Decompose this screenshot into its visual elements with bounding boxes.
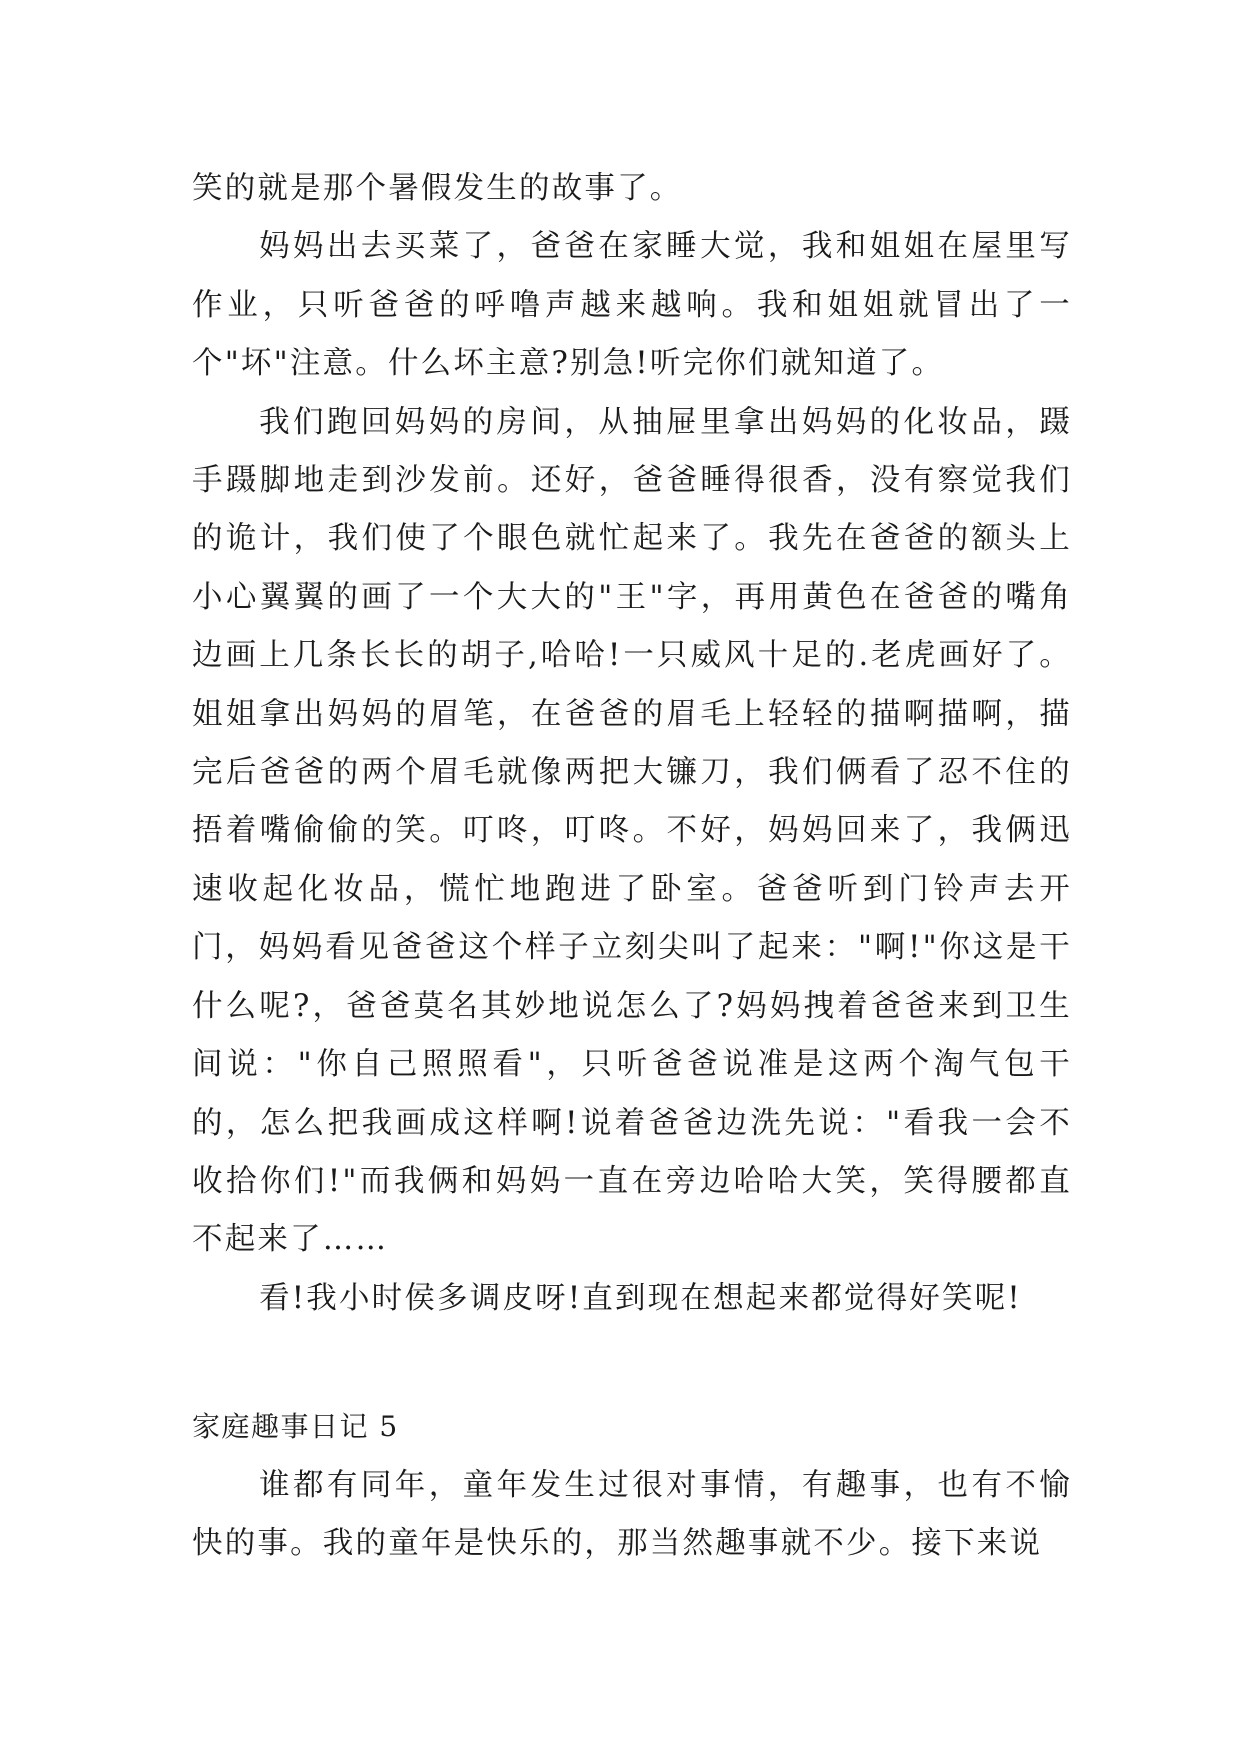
paragraph-continuation: 笑的就是那个暑假发生的故事了。: [192, 171, 683, 206]
paragraph: 我们跑回妈妈的房间，从抽屉里拿出妈妈的化妆品，蹑手蹑脚地走到沙发前。还好，爸爸睡得很香，没有察觉我们的诡计，我们使了个眼色就忙起来了。我先在爸爸的额头上小心翼翼的画了一个大大的"王"字，再用黄色在爸爸的嘴角边画上几条长长的胡子,哈哈!一只威风十足的.老虎画好了。姐姐拿出妈妈的眉笔，在爸爸的眉毛上轻轻的描啊描啊，描完后爸爸的两个眉毛就像两把大镰刀，我们俩看了忍不住的捂着嘴偷偷的笑。叮咚，叮咚。不好，妈妈回来了，我俩迅速收起化妆品，慌忙地跑进了卧室。爸爸听到门铃声去开门，妈妈看见爸爸这个样子立刻尖叫了起来："啊!"你这是干什么呢?，爸爸莫名其妙地说怎么了?妈妈拽着爸爸来到卫生间说："你自己照照看"，只听爸爸说准是这两个淘气包干的，怎么把我画成这样啊!说着爸爸边洗先说："看我一会不收拾你们!"而我俩和妈妈一直在旁边哈哈大笑，笑得腰都直不起来了……: [192, 404, 1072, 1258]
section-heading: 家庭趣事日记 5: [192, 1410, 399, 1444]
paragraph: 妈妈出去买菜了，爸爸在家睡大觉，我和姐姐在屋里写作业，只听爸爸的呼噜声越来越响。我和姐姐就冒出了一个"坏"注意。什么坏主意?别急!听完你们就知道了。: [192, 229, 1072, 382]
paragraph: 看!我小时侯多调皮呀!直到现在想起来都觉得好笑呢!: [259, 1280, 1022, 1316]
section-spacer: [192, 1328, 1072, 1398]
document-body: [192, 160, 1072, 1573]
paragraph: 谁都有同年，童年发生过很对事情，有趣事，也有不愉快的事。我的童年是快乐的，那当然趣事就不少。接下来说: [192, 1467, 1072, 1561]
